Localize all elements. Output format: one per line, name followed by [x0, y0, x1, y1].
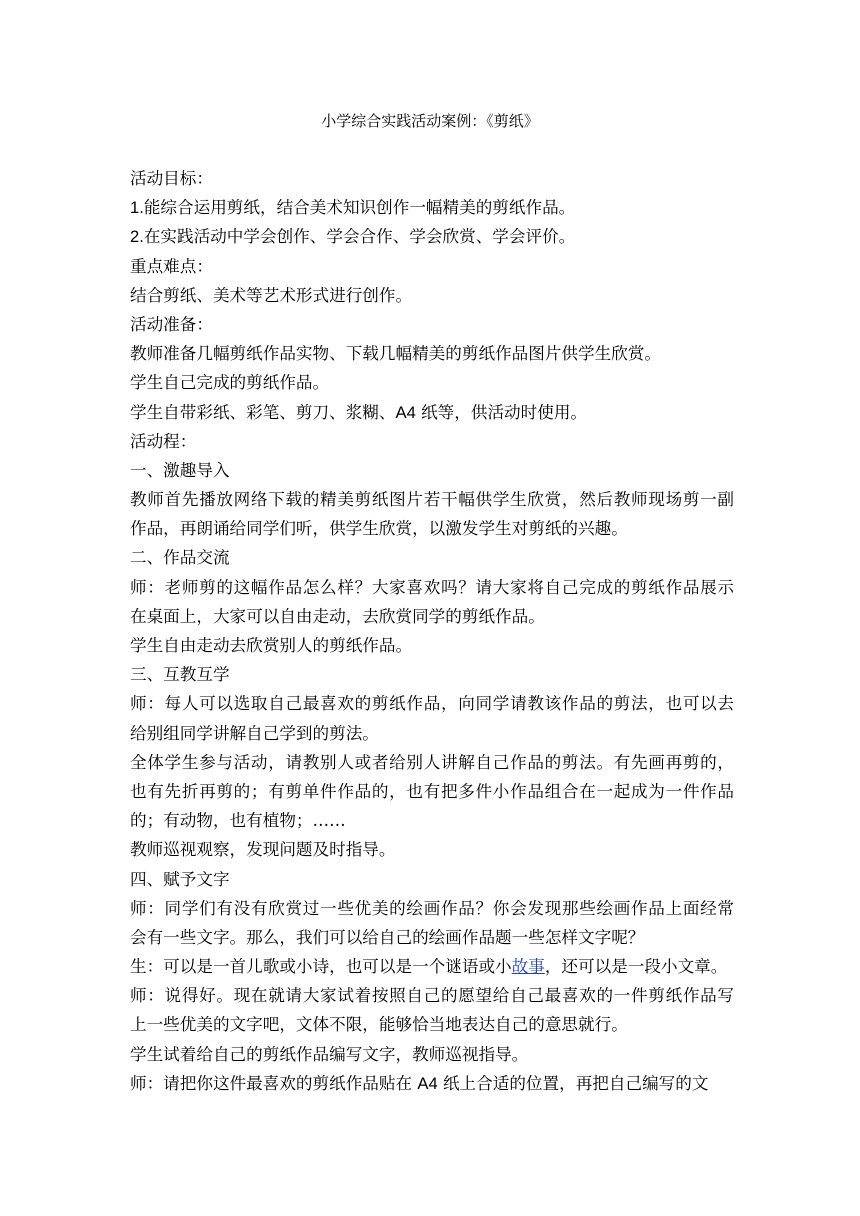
section-4-paragraph-2-text-a: 生：可以是一首儿歌或小诗，也可以是一个谜语或小: [130, 957, 512, 977]
section-4-paragraph-5: [130, 1069, 734, 1098]
key-points-text: 结合剪纸、美术等艺术形式进行创作。: [130, 285, 413, 305]
section-4-paragraph-4: 学生试着给自己的剪纸作品编写文字，教师巡视指导。: [130, 1044, 529, 1064]
goals-heading: 活动目标：: [130, 169, 213, 188]
process-heading: 活动程：: [130, 431, 197, 451]
section-4-paragraph-5-text-b: 纸上合适的位置，再把自己编写的文: [437, 1073, 709, 1093]
section-4-paragraph-1-line-2: 会有一些文字。那么，我们可以给自己的绘画作品题一些怎样文字呢？: [130, 927, 645, 947]
section-4-paragraph-2: [130, 952, 734, 981]
preparation-heading: 活动准备：: [130, 314, 213, 334]
section-2-paragraph-2: 学生自由走动去欣赏别人的剪纸作品。: [130, 636, 413, 655]
section-4-paragraph-3-line-2: 上一些优美的文字吧，文体不限，能够恰当地表达自己的意思就行。: [130, 1015, 628, 1035]
story-link[interactable]: 故事: [511, 957, 545, 977]
section-4-paragraph-5-a4: A4: [417, 1073, 438, 1093]
key-points-heading: 重点难点：: [130, 256, 213, 276]
preparation-item-3-text-b: 纸等，供活动时使用。: [415, 402, 588, 422]
section-3-paragraph-3: 教师巡视观察，发现问题及时指导。: [130, 840, 396, 860]
goal-2-text: 在实践活动中学会创作、学会合作、学会欣赏、学会评价。: [143, 227, 576, 247]
goal-item-2: [130, 222, 734, 251]
document-title: 小学综合实践活动案例：《剪纸》: [321, 112, 539, 130]
section-3-heading: 三、互教互学: [130, 665, 230, 685]
section-2-heading: 二、作品交流: [130, 548, 230, 568]
goal-1-number: 1.: [130, 198, 144, 218]
preparation-item-3-text-a: 学生自带彩纸、彩笔、剪刀、浆糊、: [130, 402, 396, 422]
document-body: [130, 164, 734, 1098]
section-4-paragraph-1-line-1: 师：同学们有没有欣赏过一些优美的绘画作品？你会发现那些绘画作品上面经常: [130, 898, 734, 918]
section-3-paragraph-1-line-1: 师：每人可以选取自己最喜欢的剪纸作品，向同学请教该作品的剪法，也可以去: [130, 694, 734, 714]
section-2-paragraph-1-line-2: 在桌面上，大家可以自由走动，去欣赏同学的剪纸作品。: [130, 606, 545, 626]
section-3-paragraph-2-line-1: 全体学生参与活动，请教别人或者给别人讲解自己作品的剪法。有先画再剪的，: [130, 752, 734, 772]
section-3-paragraph-2-line-2: 也有先折再剪的；有剪单件作品的，也有把多件小作品组合在一起成为一件作品: [130, 781, 734, 801]
section-4-paragraph-5-text-a: 师：请把你这件最喜欢的剪纸作品贴在: [130, 1073, 418, 1093]
goal-2-number: 2.: [130, 227, 144, 247]
preparation-item-3-a4: A4: [395, 402, 416, 422]
section-1-paragraph-line-1: 教师首先播放网络下载的精美剪纸图片若干幅供学生欣赏，然后教师现场剪一副: [130, 490, 734, 510]
preparation-item-3: [130, 398, 734, 427]
section-4-paragraph-2-text-b: ，还可以是一段小文章。: [544, 957, 728, 977]
section-1-paragraph-line-2: 作品，再朗诵给同学们听，供学生欣赏，以激发学生对剪纸的兴趣。: [130, 519, 628, 539]
section-4-paragraph-3-line-1: 师：说得好。现在就请大家试着按照自己的愿望给自己最喜欢的一件剪纸作品写: [130, 986, 734, 1006]
section-2-paragraph-1-line-1: 师：老师剪的这幅作品怎么样？大家喜欢吗？请大家将自己完成的剪纸作品展示: [130, 577, 734, 597]
section-3-paragraph-1-line-2: 给别组同学讲解自己学到的剪法。: [130, 723, 379, 743]
section-3-paragraph-2-line-3: 的；有动物，也有植物；……: [130, 811, 346, 831]
goal-1-text: 能综合运用剪纸，结合美术知识创作一幅精美的剪纸作品。: [143, 198, 576, 218]
goal-item-1: [130, 193, 734, 222]
preparation-item-2: 学生自己完成的剪纸作品。: [130, 373, 330, 393]
preparation-item-1: 教师准备几幅剪纸作品实物、下载几幅精美的剪纸作品图片供学生欣赏。: [130, 344, 661, 364]
section-1-heading: 一、激趣导入: [130, 460, 230, 480]
section-4-heading: 四、赋予文字: [130, 869, 230, 889]
